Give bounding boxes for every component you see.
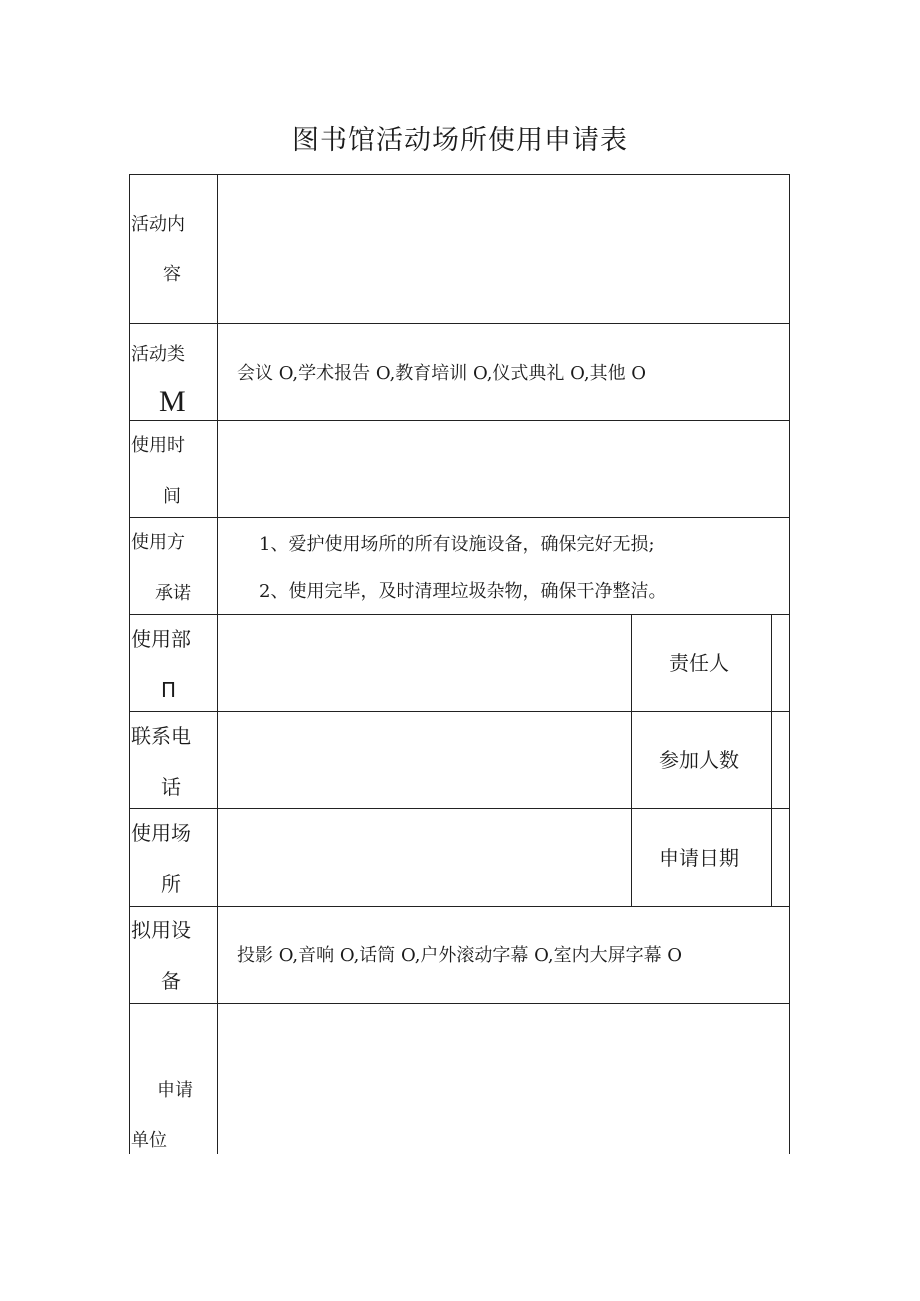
phone-field[interactable]: [219, 713, 629, 807]
table-border-right: [789, 174, 790, 1154]
side-label-divider: [631, 614, 632, 906]
row-divider: [129, 1003, 790, 1004]
participant-count-label: 参加人数: [659, 748, 739, 772]
row-divider: [129, 323, 790, 324]
form-title: 图书馆活动场所使用申请表: [292, 125, 628, 156]
responsible-person-field[interactable]: [773, 616, 788, 710]
applicant-label-line2: 单位: [131, 1130, 167, 1151]
applicant-field[interactable]: [219, 1005, 787, 1153]
equipment-label-line2: 备: [161, 969, 181, 993]
label-column-divider: [217, 174, 218, 1154]
pledge-item-1: 1、爱护使用场所的所有设施设备，确保完好无损;: [259, 534, 655, 555]
dept-label-line2: Π: [161, 678, 177, 702]
type-label-line1: 活动类: [131, 344, 185, 365]
application-date-label: 申请日期: [659, 846, 739, 870]
pledge-label-line1: 使用方: [131, 532, 185, 553]
content-label-line1: 活动内: [131, 214, 185, 235]
responsible-person-label: 责任人: [669, 651, 729, 675]
time-label-line1: 使用时: [131, 435, 185, 456]
side-value-divider: [771, 614, 772, 906]
row-divider: [129, 711, 790, 712]
row-divider: [129, 517, 790, 518]
equipment-label-line1: 拟用设: [131, 918, 191, 942]
venue-field[interactable]: [219, 810, 629, 905]
equipment-options[interactable]: 投影 O,音响 O,话筒 O,户外滚动字幕 O,室内大屏字幕 O: [237, 945, 683, 966]
time-label-line2: 间: [163, 486, 181, 507]
application-date-field[interactable]: [773, 810, 788, 905]
row-divider: [129, 420, 790, 421]
row-divider: [129, 906, 790, 907]
phone-label-line1: 联系电: [131, 724, 191, 748]
venue-label-line2: 所: [161, 872, 181, 896]
phone-label-line2: 话: [161, 775, 181, 799]
pledge-item-2: 2、使用完毕，及时清理垃圾杂物，确保干净整洁。: [259, 581, 667, 602]
participant-count-field[interactable]: [773, 713, 788, 807]
table-border-top: [129, 174, 790, 175]
content-field[interactable]: [219, 176, 787, 322]
table-border-left: [129, 174, 130, 1154]
dept-field[interactable]: [219, 616, 629, 710]
content-label-line2: 容: [163, 264, 181, 285]
application-form-table: [129, 174, 790, 1154]
row-divider: [129, 808, 790, 809]
type-label-line2: M: [159, 385, 186, 418]
activity-type-options[interactable]: 会议 O,学术报告 O,教育培训 O,仪式典礼 O,其他 O: [237, 363, 647, 384]
time-field[interactable]: [219, 422, 787, 516]
pledge-label-line2: 承诺: [155, 583, 191, 604]
dept-label-line1: 使用部: [131, 627, 191, 651]
row-divider: [129, 614, 790, 615]
applicant-label-line1: 申请: [157, 1080, 193, 1101]
venue-label-line1: 使用场: [131, 821, 191, 845]
